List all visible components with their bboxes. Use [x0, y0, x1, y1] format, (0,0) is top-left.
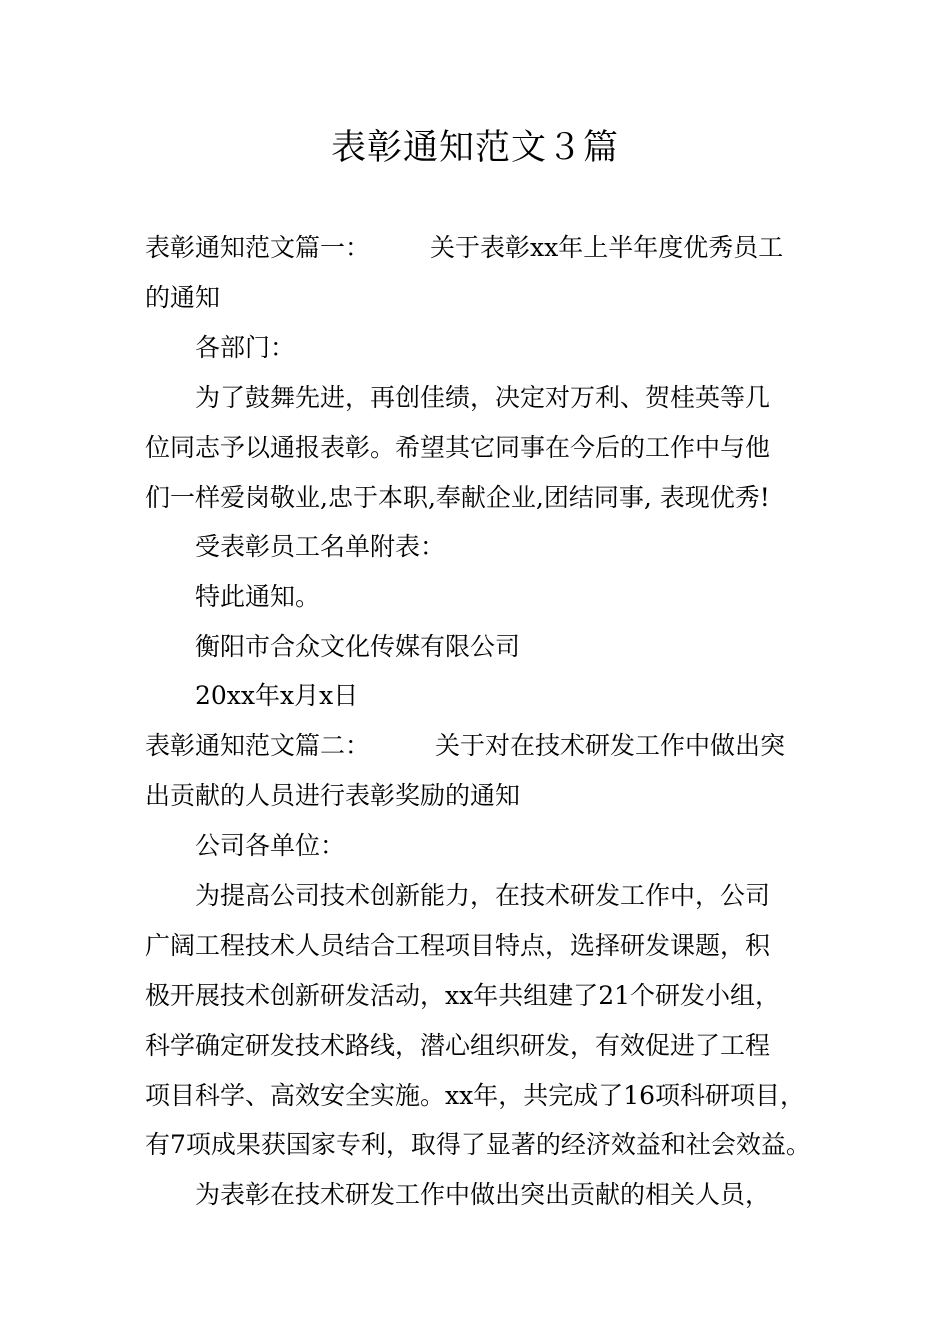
section-2-body-line: 极开展技术创新研发活动，xx年共组建了21个研发小组，	[145, 981, 781, 1010]
section-2-body-line: 为提高公司技术创新能力，在技术研发工作中，公司	[195, 881, 771, 910]
section-1-body-line: 们一样爱岗敬业,忠于本职,奉献企业,团结同事, 表现优秀!	[145, 483, 770, 512]
section-2-body-line: 科学确定研发技术路线，潜心组织研发，有效促进了工程	[145, 1031, 771, 1060]
section-1-label: 表彰通知范文篇一：	[145, 233, 371, 262]
section-2-heading	[145, 727, 785, 765]
section-2-body-line: 有7项成果获国家专利，取得了显著的经济效益和社会效益。	[145, 1130, 811, 1159]
section-1-closing: 特此通知。	[195, 582, 321, 611]
section-2-subject: 关于对在技术研发工作中做出突	[435, 731, 786, 760]
section-2-body-line: 广阔工程技术人员结合工程项目特点，选择研发课题，积	[145, 931, 771, 960]
section-1-subject: 关于表彰xx年上半年度优秀员工	[430, 233, 784, 262]
document-title: 表彰通知范文３篇	[330, 128, 619, 168]
section-2-subject-cont: 出贡献的人员进行表彰奖励的通知	[145, 781, 521, 810]
section-1-subject-cont: 的通知	[145, 283, 221, 312]
section-1-body-line: 位同志予以通报表彰。希望其它同事在今后的工作中与他	[145, 433, 771, 462]
section-1-salutation: 各部门：	[195, 333, 296, 362]
section-1-heading	[145, 229, 783, 267]
section-1-company: 衡阳市合众文化传媒有限公司	[195, 632, 521, 661]
section-2-body-line: 为表彰在技术研发工作中做出突出贡献的相关人员，	[195, 1180, 771, 1209]
section-1-attachment: 受表彰员工名单附表：	[195, 532, 446, 561]
section-2-label: 表彰通知范文篇二：	[145, 731, 371, 760]
section-1-date: 20xx年x月x日	[195, 681, 359, 710]
section-1-body-line: 为了鼓舞先进，再创佳绩，决定对万利、贺桂英等几	[195, 383, 771, 412]
section-2-salutation: 公司各单位：	[195, 831, 346, 860]
section-2-body-line: 项目科学、高效安全实施。xx年，共完成了16项科研项目，	[145, 1081, 806, 1110]
